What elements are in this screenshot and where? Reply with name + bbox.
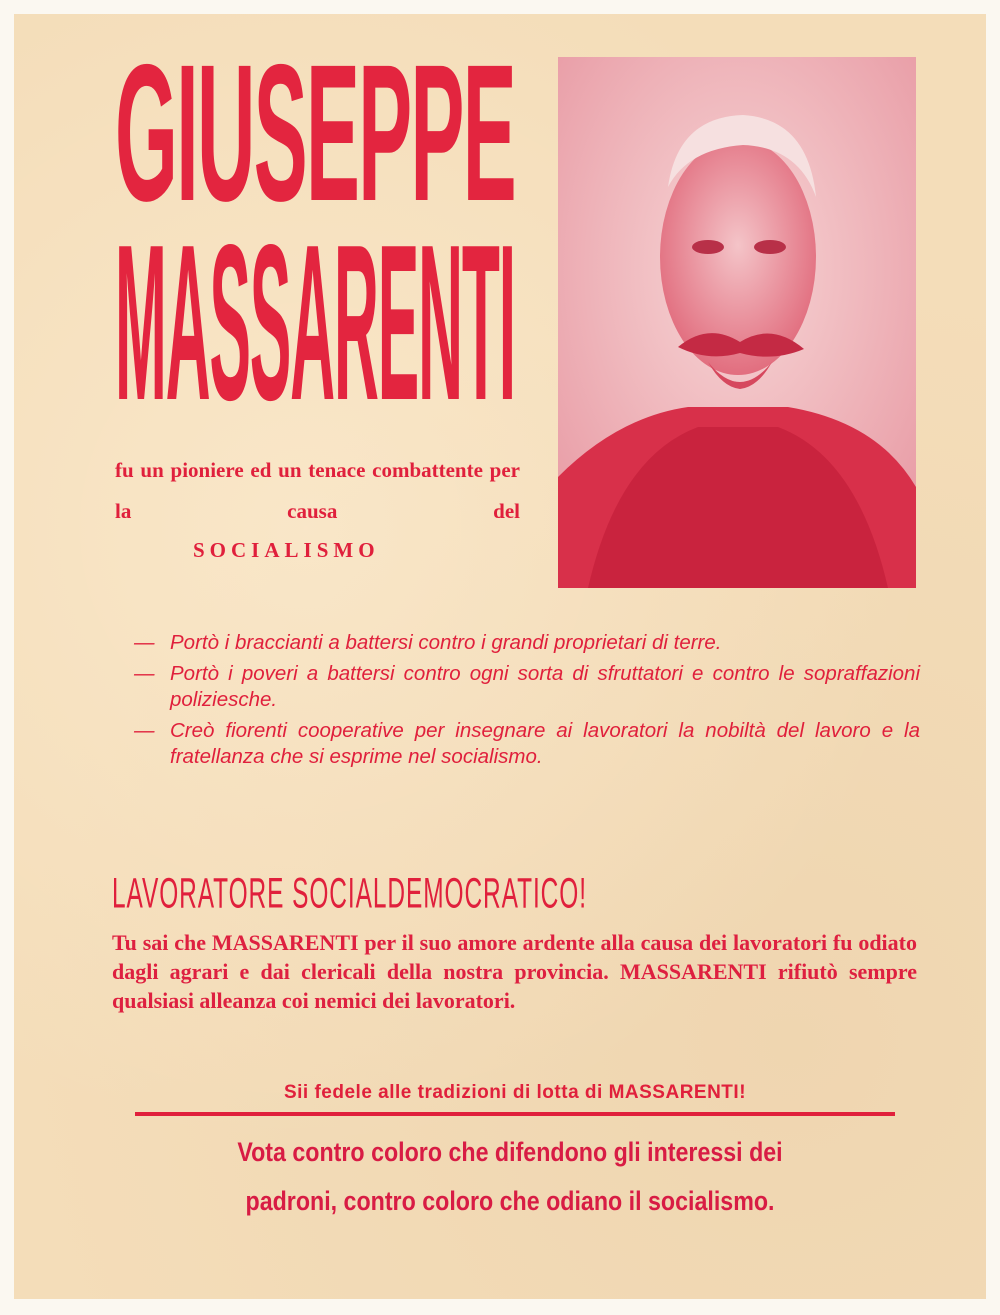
- intro-emphasis: SOCIALISMO: [193, 538, 380, 562]
- title-first-name: GIUSEPPE: [115, 24, 515, 242]
- achievements-list: [134, 630, 920, 775]
- appeal-paragraph: Tu sai che MASSARENTI per il suo amore ardente alla causa dei lavoratori fu odiato dagli agrari e dai clericali della nostra provincia. MASSARENTI rifiutò sempre qualsiasi alleanza coi nemici dei lavoratori.: [112, 930, 917, 1013]
- list-item: [134, 630, 920, 656]
- bullet-dash: —: [134, 719, 155, 742]
- title-last-name: MASSARENTI: [115, 199, 515, 447]
- slogan: Sii fedele alle tradizioni di lotta di MASSARENTI!: [283, 1082, 747, 1103]
- list-item-text: Portò i braccianti a battersi contro i grandi proprietari di terre.: [170, 631, 722, 654]
- closing-call: Vota contro coloro che difendono gli interessi dei padroni, contro coloro che odiano il socialismo.: [237, 1137, 783, 1216]
- divider: [135, 1112, 895, 1116]
- list-item: [134, 718, 920, 770]
- list-item-text: Portò i poveri a battersi contro ogni sorta di sfruttatori e contro le sopraffazioni poliziesche.: [170, 662, 920, 711]
- list-item-text: Creò fiorenti cooperative per insegnare ai lavoratori la nobiltà del lavoro e la fratellanza che si esprime nel socialismo.: [170, 719, 920, 768]
- list-item: [134, 661, 920, 713]
- intro-text: fu un pioniere ed un tenace combattente per la causa del: [115, 458, 520, 523]
- bullet-dash: —: [134, 662, 155, 685]
- appeal-heading: LAVORATORE SOCIALDEMOCRATICO!: [112, 869, 587, 918]
- bullet-dash: —: [134, 631, 155, 654]
- portrait-photo: [558, 57, 916, 588]
